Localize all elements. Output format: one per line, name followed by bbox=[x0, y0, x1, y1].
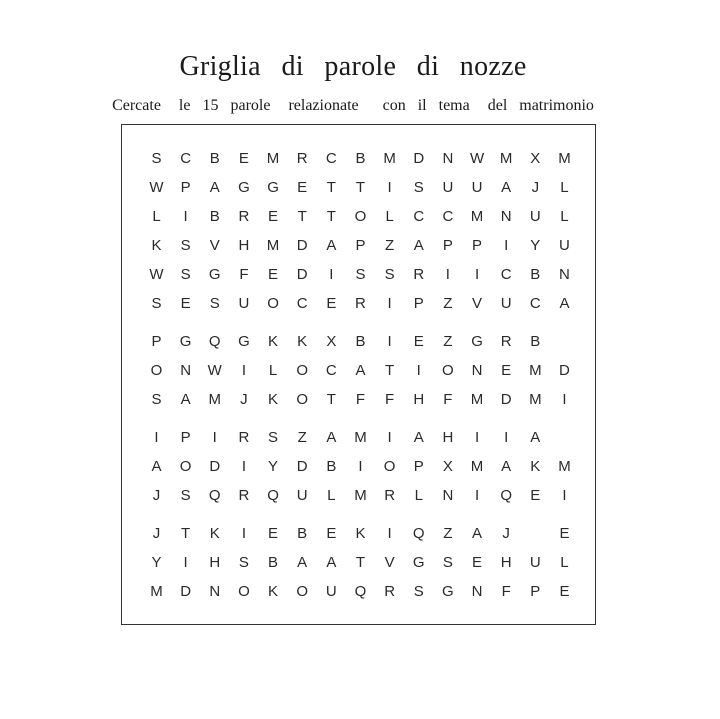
grid-letter[interactable]: G bbox=[442, 583, 454, 600]
grid-letter[interactable]: X bbox=[442, 458, 453, 475]
grid-letter[interactable]: W bbox=[149, 179, 164, 196]
grid-letter[interactable]: D bbox=[296, 458, 308, 475]
grid-letter[interactable]: T bbox=[326, 208, 336, 225]
grid-letter[interactable]: C bbox=[529, 295, 541, 312]
grid-letter[interactable]: T bbox=[355, 554, 366, 571]
grid-letter[interactable]: P bbox=[472, 237, 483, 254]
grid-letter[interactable]: R bbox=[238, 208, 250, 225]
grid-letter[interactable]: A bbox=[413, 237, 424, 254]
grid-letter[interactable]: E bbox=[472, 554, 483, 571]
grid-letter[interactable]: M bbox=[558, 458, 571, 475]
grid-letter[interactable]: C bbox=[500, 266, 512, 283]
grid-letter[interactable]: V bbox=[384, 554, 395, 571]
grid-letter[interactable]: D bbox=[413, 150, 425, 167]
word-search-grid bbox=[121, 124, 596, 625]
puzzle-subtitle: Cercate le 15 parole relazionate con il tema del matrimonio bbox=[112, 97, 594, 114]
grid-letter[interactable]: I bbox=[474, 266, 480, 283]
grid-letter[interactable]: G bbox=[238, 179, 250, 196]
grid-letter[interactable]: V bbox=[472, 295, 483, 312]
grid-letter[interactable]: O bbox=[150, 362, 163, 379]
grid-letter[interactable]: P bbox=[180, 429, 191, 446]
grid-letter[interactable]: I bbox=[387, 295, 392, 312]
grid-letter[interactable]: S bbox=[413, 179, 424, 196]
grid-letter[interactable]: E bbox=[530, 487, 541, 504]
grid-letter[interactable]: I bbox=[387, 429, 392, 446]
grid-letter[interactable]: A bbox=[501, 179, 512, 196]
grid-letter[interactable]: M bbox=[529, 362, 542, 379]
grid-row bbox=[122, 178, 595, 198]
grid-row bbox=[122, 149, 595, 169]
grid-letter[interactable]: M bbox=[529, 391, 542, 408]
grid-letter[interactable]: M bbox=[383, 150, 396, 167]
grid-letter[interactable]: M bbox=[354, 487, 367, 504]
grid-letter[interactable]: G bbox=[471, 333, 483, 350]
grid-letter[interactable]: K bbox=[268, 391, 279, 408]
grid-letter[interactable]: E bbox=[268, 266, 279, 283]
grid-letter[interactable]: S bbox=[442, 554, 453, 571]
grid-letter[interactable]: O bbox=[296, 391, 309, 408]
grid-letter[interactable]: K bbox=[268, 333, 279, 350]
grid-letter[interactable]: N bbox=[500, 208, 512, 225]
grid-letter[interactable]: C bbox=[442, 208, 454, 225]
grid-letter[interactable]: D bbox=[296, 237, 308, 254]
grid-letter[interactable]: Q bbox=[500, 487, 512, 504]
grid-letter[interactable]: E bbox=[238, 150, 249, 167]
grid-letter[interactable]: E bbox=[180, 295, 191, 312]
grid-letter[interactable]: D bbox=[180, 583, 192, 600]
grid-letter[interactable]: U bbox=[325, 583, 337, 600]
grid-letter[interactable]: H bbox=[209, 554, 221, 571]
grid-letter[interactable]: M bbox=[266, 150, 280, 167]
grid-letter[interactable]: B bbox=[355, 333, 366, 350]
grid-letter[interactable]: N bbox=[180, 362, 192, 379]
grid-letter[interactable]: H bbox=[500, 554, 512, 571]
grid-letter[interactable]: K bbox=[151, 237, 162, 254]
grid-letter[interactable]: D bbox=[209, 458, 221, 475]
grid-letter[interactable]: I bbox=[241, 362, 246, 379]
grid-letter[interactable]: I bbox=[329, 266, 334, 283]
grid-letter[interactable]: E bbox=[297, 179, 308, 196]
grid-letter[interactable]: E bbox=[501, 362, 512, 379]
grid-letter[interactable]: A bbox=[209, 179, 220, 196]
grid-letter[interactable]: B bbox=[268, 554, 279, 571]
grid-letter[interactable]: A bbox=[326, 237, 337, 254]
grid-letter[interactable]: G bbox=[208, 266, 221, 283]
grid-letter[interactable]: W bbox=[469, 150, 485, 167]
grid-letter[interactable]: R bbox=[238, 487, 250, 504]
grid-letter[interactable]: T bbox=[385, 362, 395, 379]
grid-row bbox=[122, 486, 595, 506]
grid-letter[interactable]: A bbox=[472, 525, 483, 542]
grid-letter[interactable]: I bbox=[387, 179, 392, 196]
grid-letter[interactable]: P bbox=[442, 237, 453, 254]
grid-letter[interactable]: I bbox=[212, 429, 217, 446]
grid-letter[interactable]: M bbox=[354, 429, 367, 446]
grid-letter[interactable]: W bbox=[207, 362, 222, 379]
grid-letter[interactable]: B bbox=[326, 458, 337, 475]
grid-letter[interactable]: N bbox=[471, 583, 483, 600]
grid-letter[interactable]: U bbox=[500, 295, 512, 312]
grid-letter[interactable]: H bbox=[442, 429, 454, 446]
grid-letter[interactable]: I bbox=[504, 429, 509, 446]
grid-letter[interactable]: L bbox=[560, 179, 569, 196]
grid-letter[interactable]: C bbox=[325, 362, 337, 379]
grid-letter[interactable]: H bbox=[413, 391, 425, 408]
grid-row bbox=[122, 236, 595, 256]
grid-letter[interactable]: I bbox=[358, 458, 363, 475]
grid-letter[interactable]: O bbox=[296, 583, 309, 600]
grid-letter[interactable]: M bbox=[470, 391, 484, 408]
grid-letter[interactable]: M bbox=[499, 150, 513, 167]
grid-letter[interactable]: L bbox=[414, 487, 423, 504]
grid-letter[interactable]: J bbox=[152, 487, 161, 504]
grid-letter[interactable]: M bbox=[470, 208, 484, 225]
grid-letter[interactable]: G bbox=[238, 333, 250, 350]
grid-letter[interactable]: M bbox=[266, 237, 280, 254]
grid-letter[interactable]: G bbox=[179, 333, 192, 350]
grid-letter[interactable]: Y bbox=[530, 237, 541, 254]
grid-letter[interactable]: P bbox=[151, 333, 162, 350]
grid-letter[interactable]: N bbox=[442, 487, 454, 504]
grid-letter[interactable]: S bbox=[151, 295, 162, 312]
grid-letter[interactable]: T bbox=[326, 179, 336, 196]
grid-letter[interactable]: B bbox=[530, 266, 541, 283]
puzzle-title: Griglia di parole di nozze bbox=[179, 51, 527, 82]
grid-letter[interactable]: Q bbox=[208, 333, 221, 350]
grid-letter[interactable]: G bbox=[267, 179, 279, 196]
grid-letter[interactable]: N bbox=[559, 266, 570, 283]
grid-letter[interactable]: N bbox=[442, 150, 454, 167]
grid-letter[interactable]: I bbox=[387, 525, 392, 542]
grid-letter[interactable]: A bbox=[326, 554, 337, 571]
grid-letter[interactable]: D bbox=[500, 391, 512, 408]
grid-letter[interactable]: E bbox=[559, 525, 570, 542]
grid-letter[interactable]: R bbox=[384, 487, 396, 504]
grid-letter[interactable]: I bbox=[387, 333, 392, 350]
grid-letter[interactable]: T bbox=[326, 391, 336, 408]
grid-letter[interactable]: O bbox=[442, 362, 454, 379]
grid-letter[interactable]: E bbox=[326, 295, 337, 312]
grid-letter[interactable]: Q bbox=[267, 487, 279, 504]
grid-letter[interactable]: I bbox=[504, 237, 509, 254]
grid-letter[interactable]: Z bbox=[297, 429, 307, 446]
grid-letter[interactable]: S bbox=[180, 266, 191, 283]
grid-letter[interactable]: S bbox=[268, 429, 279, 446]
grid-letter[interactable]: I bbox=[474, 429, 480, 446]
grid-letter[interactable]: L bbox=[560, 208, 569, 225]
grid-letter[interactable]: U bbox=[529, 554, 541, 571]
grid-letter[interactable]: Y bbox=[268, 458, 279, 475]
grid-letter[interactable]: T bbox=[355, 179, 366, 196]
grid-row bbox=[122, 294, 595, 314]
grid-letter[interactable]: O bbox=[383, 458, 396, 475]
grid-letter[interactable]: S bbox=[384, 266, 395, 283]
grid-letter[interactable]: Z bbox=[443, 333, 453, 350]
grid-letter[interactable]: E bbox=[268, 208, 279, 225]
grid-letter[interactable]: U bbox=[529, 208, 541, 225]
grid-letter[interactable]: A bbox=[501, 458, 512, 475]
grid-letter[interactable]: R bbox=[355, 295, 366, 312]
grid-letter[interactable]: B bbox=[355, 150, 366, 167]
grid-letter[interactable]: S bbox=[413, 583, 424, 600]
grid-letter[interactable]: F bbox=[385, 391, 395, 408]
grid-letter[interactable]: Q bbox=[208, 487, 221, 504]
grid-letter[interactable]: I bbox=[416, 362, 421, 379]
grid-letter[interactable]: P bbox=[413, 295, 424, 312]
grid-letter[interactable]: K bbox=[530, 458, 541, 475]
grid-letter[interactable]: C bbox=[325, 150, 337, 167]
grid-letter[interactable]: I bbox=[241, 525, 246, 542]
grid-letter[interactable]: K bbox=[355, 525, 366, 542]
grid-letter[interactable]: S bbox=[180, 237, 191, 254]
grid-letter[interactable]: J bbox=[502, 525, 510, 542]
grid-letter[interactable]: L bbox=[327, 487, 336, 504]
grid-letter[interactable]: B bbox=[209, 208, 220, 225]
grid-letter[interactable]: T bbox=[297, 208, 307, 225]
grid-letter[interactable]: I bbox=[562, 487, 567, 504]
grid-row bbox=[122, 457, 595, 477]
grid-row bbox=[122, 428, 595, 448]
grid-letter[interactable]: P bbox=[413, 458, 424, 475]
grid-row bbox=[122, 524, 595, 544]
grid-letter[interactable]: E bbox=[268, 525, 279, 542]
grid-letter[interactable]: E bbox=[413, 333, 424, 350]
grid-letter[interactable]: R bbox=[238, 429, 250, 446]
grid-letter[interactable]: M bbox=[150, 583, 163, 600]
grid-letter[interactable]: I bbox=[445, 266, 450, 283]
grid-letter[interactable]: I bbox=[241, 458, 246, 475]
grid-letter[interactable]: O bbox=[296, 362, 309, 379]
grid-letter[interactable]: U bbox=[296, 487, 308, 504]
grid-letter[interactable]: J bbox=[531, 179, 540, 196]
grid-letter[interactable]: E bbox=[326, 525, 337, 542]
grid-letter[interactable]: R bbox=[500, 333, 512, 350]
grid-letter[interactable]: A bbox=[180, 391, 191, 408]
grid-letter[interactable]: A bbox=[413, 429, 424, 446]
grid-letter[interactable]: I bbox=[154, 429, 159, 446]
grid-row bbox=[122, 265, 595, 285]
grid-letter[interactable]: U bbox=[442, 179, 454, 196]
grid-letter[interactable]: S bbox=[238, 554, 249, 571]
grid-row bbox=[122, 390, 595, 410]
grid-letter[interactable]: I bbox=[183, 554, 188, 571]
grid-letter[interactable]: L bbox=[560, 554, 569, 571]
grid-letter[interactable]: Z bbox=[443, 525, 453, 542]
grid-letter[interactable]: J bbox=[152, 525, 161, 542]
grid-letter[interactable]: F bbox=[443, 391, 453, 408]
grid-letter[interactable]: C bbox=[413, 208, 425, 225]
grid-letter[interactable]: P bbox=[530, 583, 541, 600]
grid-letter[interactable]: T bbox=[181, 525, 191, 542]
grid-letter[interactable]: B bbox=[530, 333, 541, 350]
grid-letter[interactable]: Z bbox=[443, 295, 453, 312]
grid-letter[interactable]: B bbox=[209, 150, 220, 167]
grid-letter[interactable]: N bbox=[209, 583, 221, 600]
grid-letter[interactable]: L bbox=[268, 362, 278, 379]
grid-letter[interactable]: A bbox=[151, 458, 162, 475]
grid-letter[interactable]: L bbox=[152, 208, 161, 225]
grid-letter[interactable]: O bbox=[238, 583, 250, 600]
grid-letter[interactable]: K bbox=[268, 583, 279, 600]
grid-row bbox=[122, 582, 595, 602]
grid-letter[interactable]: J bbox=[240, 391, 248, 408]
grid-letter[interactable]: C bbox=[296, 295, 308, 312]
grid-letter[interactable]: H bbox=[238, 237, 250, 254]
grid-letter[interactable]: B bbox=[297, 525, 308, 542]
grid-letter[interactable]: O bbox=[179, 458, 192, 475]
grid-letter[interactable]: O bbox=[354, 208, 367, 225]
grid-letter[interactable]: S bbox=[209, 295, 220, 312]
grid-letter[interactable]: Z bbox=[385, 237, 395, 254]
grid-letter[interactable]: I bbox=[562, 391, 567, 408]
grid-letter[interactable]: R bbox=[384, 583, 396, 600]
grid-letter[interactable]: U bbox=[471, 179, 483, 196]
grid-letter[interactable]: I bbox=[474, 487, 480, 504]
grid-letter[interactable]: A bbox=[326, 429, 337, 446]
grid-letter[interactable]: F bbox=[239, 266, 249, 283]
grid-letter[interactable]: L bbox=[385, 208, 394, 225]
grid-letter[interactable]: F bbox=[501, 583, 511, 600]
grid-letter[interactable]: W bbox=[149, 266, 164, 283]
grid-letter[interactable]: I bbox=[183, 208, 188, 225]
grid-letter[interactable]: Q bbox=[412, 525, 425, 542]
grid-letter[interactable]: X bbox=[530, 150, 541, 167]
grid-letter[interactable]: U bbox=[238, 295, 250, 312]
grid-letter[interactable]: A bbox=[355, 362, 366, 379]
grid-letter[interactable]: N bbox=[471, 362, 483, 379]
grid-letter[interactable]: A bbox=[559, 295, 570, 312]
grid-letter[interactable]: S bbox=[151, 391, 162, 408]
grid-letter[interactable]: Q bbox=[354, 583, 367, 600]
grid-letter[interactable]: D bbox=[559, 362, 570, 379]
grid-letter[interactable]: M bbox=[558, 150, 571, 167]
grid-letter[interactable]: V bbox=[209, 237, 220, 254]
grid-letter[interactable]: X bbox=[326, 333, 337, 350]
grid-row bbox=[122, 207, 595, 227]
grid-letter[interactable]: R bbox=[296, 150, 308, 167]
grid-letter[interactable]: O bbox=[267, 295, 279, 312]
grid-letter[interactable]: S bbox=[180, 487, 191, 504]
grid-letter[interactable]: S bbox=[355, 266, 366, 283]
grid-letter[interactable]: G bbox=[412, 554, 425, 571]
grid-letter[interactable]: E bbox=[559, 583, 570, 600]
grid-letter[interactable]: R bbox=[413, 266, 425, 283]
grid-letter[interactable]: A bbox=[297, 554, 308, 571]
grid-letter[interactable]: Y bbox=[151, 554, 162, 571]
grid-letter[interactable]: P bbox=[180, 179, 191, 196]
grid-letter[interactable]: F bbox=[355, 391, 366, 408]
grid-letter[interactable]: M bbox=[208, 391, 222, 408]
grid-row bbox=[122, 553, 595, 573]
grid-letter[interactable]: D bbox=[296, 266, 308, 283]
grid-letter[interactable]: U bbox=[559, 237, 570, 254]
grid-row bbox=[122, 332, 595, 352]
grid-letter[interactable]: S bbox=[151, 150, 162, 167]
grid-letter[interactable]: M bbox=[470, 458, 484, 475]
grid-letter[interactable]: C bbox=[180, 150, 192, 167]
grid-letter[interactable]: K bbox=[297, 333, 308, 350]
grid-letter[interactable]: A bbox=[530, 429, 541, 446]
grid-row bbox=[122, 361, 595, 381]
grid-letter[interactable]: P bbox=[355, 237, 366, 254]
grid-letter[interactable]: K bbox=[209, 525, 220, 542]
